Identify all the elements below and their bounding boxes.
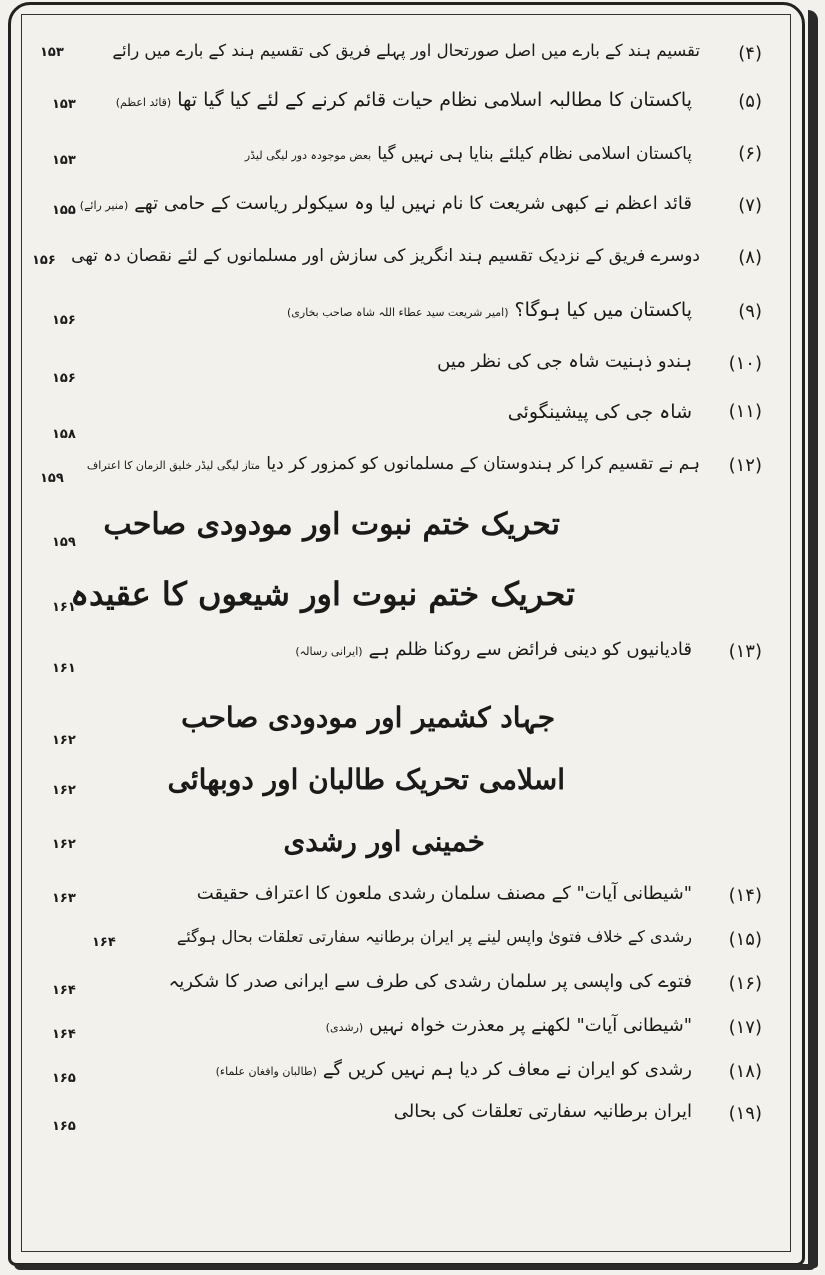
- entry-page: ۱۵۸: [52, 427, 76, 442]
- section-heading: جہاد کشمیر اور مودودی صاحب: [181, 701, 555, 734]
- entry-title: فتوے کی واپسی پر سلمان رشدی کی طرف سے ایرانی صدر کا شکریہ: [168, 971, 692, 992]
- entry-number: (۸): [738, 247, 762, 268]
- entry-number: (۱۷): [728, 1017, 762, 1038]
- entry-page: ۱۵۳: [52, 97, 76, 112]
- entry-number: (۱۰): [728, 353, 762, 374]
- entry-number: (۷): [738, 195, 762, 216]
- entry-page: ۱۵۶: [52, 313, 76, 328]
- section-heading: خمینی اور رشدی: [283, 825, 485, 858]
- entry-title: شاہ جی کی پیشینگوئی: [507, 401, 692, 423]
- entry-number: (۱۴): [728, 885, 762, 906]
- entry-page: ۱۵۶: [52, 371, 76, 386]
- table-of-contents: [21, 14, 791, 1252]
- entry-title: قائد اعظم نے کبھی شریعت کا نام نہیں لیا وہ سیکولر ریاست کے حامی تھے(منیر رائے): [79, 193, 692, 214]
- entry-title: ایران برطانیہ سفارتی تعلقات کی بحالی: [393, 1101, 692, 1122]
- entry-page: ۱۶۴: [52, 983, 76, 998]
- entry-number: (۴): [738, 43, 762, 64]
- section-heading-page: ۱۶۲: [52, 837, 76, 852]
- entry-title: "شیطانی آیات" لکھنے پر معذرت خواہ نہیں(رشدی): [325, 1015, 692, 1036]
- entry-title: رشدی کے خلاف فتویٰ واپس لینے پر ایران برطانیہ سفارتی تعلقات بحال ہوگئے: [176, 927, 692, 946]
- entry-title: تقسیم ہند کے بارے میں اصل صورتحال اور پہلے فریق کی تقسیم ہند کے بارے میں رائے: [112, 41, 700, 60]
- entry-page: ۱۶۵: [52, 1119, 76, 1134]
- entry-title: ہندو ذہنیت شاہ جی کی نظر میں: [437, 351, 692, 372]
- entry-page: ۱۶۵: [52, 1071, 76, 1086]
- entry-number: (۱۱): [728, 401, 762, 422]
- entry-title: رشدی کو ایران نے معاف کر دیا ہم نہیں کریں گے(طالبان وافغان علماء): [215, 1059, 692, 1080]
- entry-number: (۱۸): [728, 1061, 762, 1082]
- entry-number: (۱۲): [728, 455, 762, 476]
- entry-page: ۱۵۳: [40, 45, 64, 60]
- entry-page: ۱۶۴: [92, 935, 116, 950]
- entry-page: ۱۵۵: [52, 203, 76, 218]
- section-heading-page: ۱۵۹: [52, 535, 76, 550]
- entry-number: (۹): [738, 301, 762, 322]
- frame-shadow-right: [808, 10, 818, 1268]
- section-heading: تحریک ختم نبوت اور مودودی صاحب: [103, 507, 560, 542]
- entry-number: (۱۳): [728, 641, 762, 662]
- entry-page: ۱۶۳: [52, 891, 76, 906]
- entry-title: ہم نے تقسیم کرا کر ہندوستان کے مسلمانوں کو کمزور کر دیامتاز لیگی لیڈر خلیق الزمان کا اعتراف: [86, 454, 700, 474]
- section-heading-page: ۱۶۲: [52, 783, 76, 798]
- entry-title: دوسرے فریق کے نزدیک تقسیم ہند انگریز کی سازش اور مسلمانوں کے لئے نقصان دہ تھی: [71, 246, 700, 266]
- entry-page: ۱۵۹: [40, 471, 64, 486]
- frame-shadow-bottom: [14, 1264, 816, 1270]
- section-heading: تحریک ختم نبوت اور شیعوں کا عقیدہ: [70, 575, 575, 613]
- entry-title: "شیطانی آیات" کے مصنف سلمان رشدی ملعون کا اعتراف حقیقت: [196, 883, 692, 904]
- section-heading: اسلامی تحریک طالبان اور دوبھائی: [167, 763, 565, 796]
- entry-title: قادیانیوں کو دینی فرائض سے روکنا ظلم ہے(ایرانی رسالہ): [295, 639, 692, 660]
- entry-title: پاکستان اسلامی نظام کیلئے بنایا ہی نہیں گیابعض موجودہ دور لیگی لیڈر: [244, 144, 692, 164]
- entry-number: (۱۹): [728, 1103, 762, 1124]
- entry-page: ۱۵۳: [52, 153, 76, 168]
- section-heading-page: ۱۶۲: [52, 733, 76, 748]
- entry-number: (۵): [738, 91, 762, 112]
- entry-number: (۱۶): [728, 973, 762, 994]
- section-heading-page: ۱۶۱: [52, 600, 76, 615]
- entry-number: (۶): [738, 143, 762, 164]
- entry-title: پاکستان میں کیا ہوگا؟(امیر شریعت سید عطاء اللہ شاہ صاحب بخاری): [287, 299, 692, 321]
- entry-page: ۱۵۶: [32, 253, 56, 268]
- entry-page: ۱۶۱: [52, 661, 76, 676]
- entry-number: (۱۵): [728, 929, 762, 950]
- entry-page: ۱۶۴: [52, 1027, 76, 1042]
- entry-title: پاکستان کا مطالبہ اسلامی نظام حیات قائم کرنے کے لئے کیا گیا تھا(قائد اعظم): [115, 89, 692, 111]
